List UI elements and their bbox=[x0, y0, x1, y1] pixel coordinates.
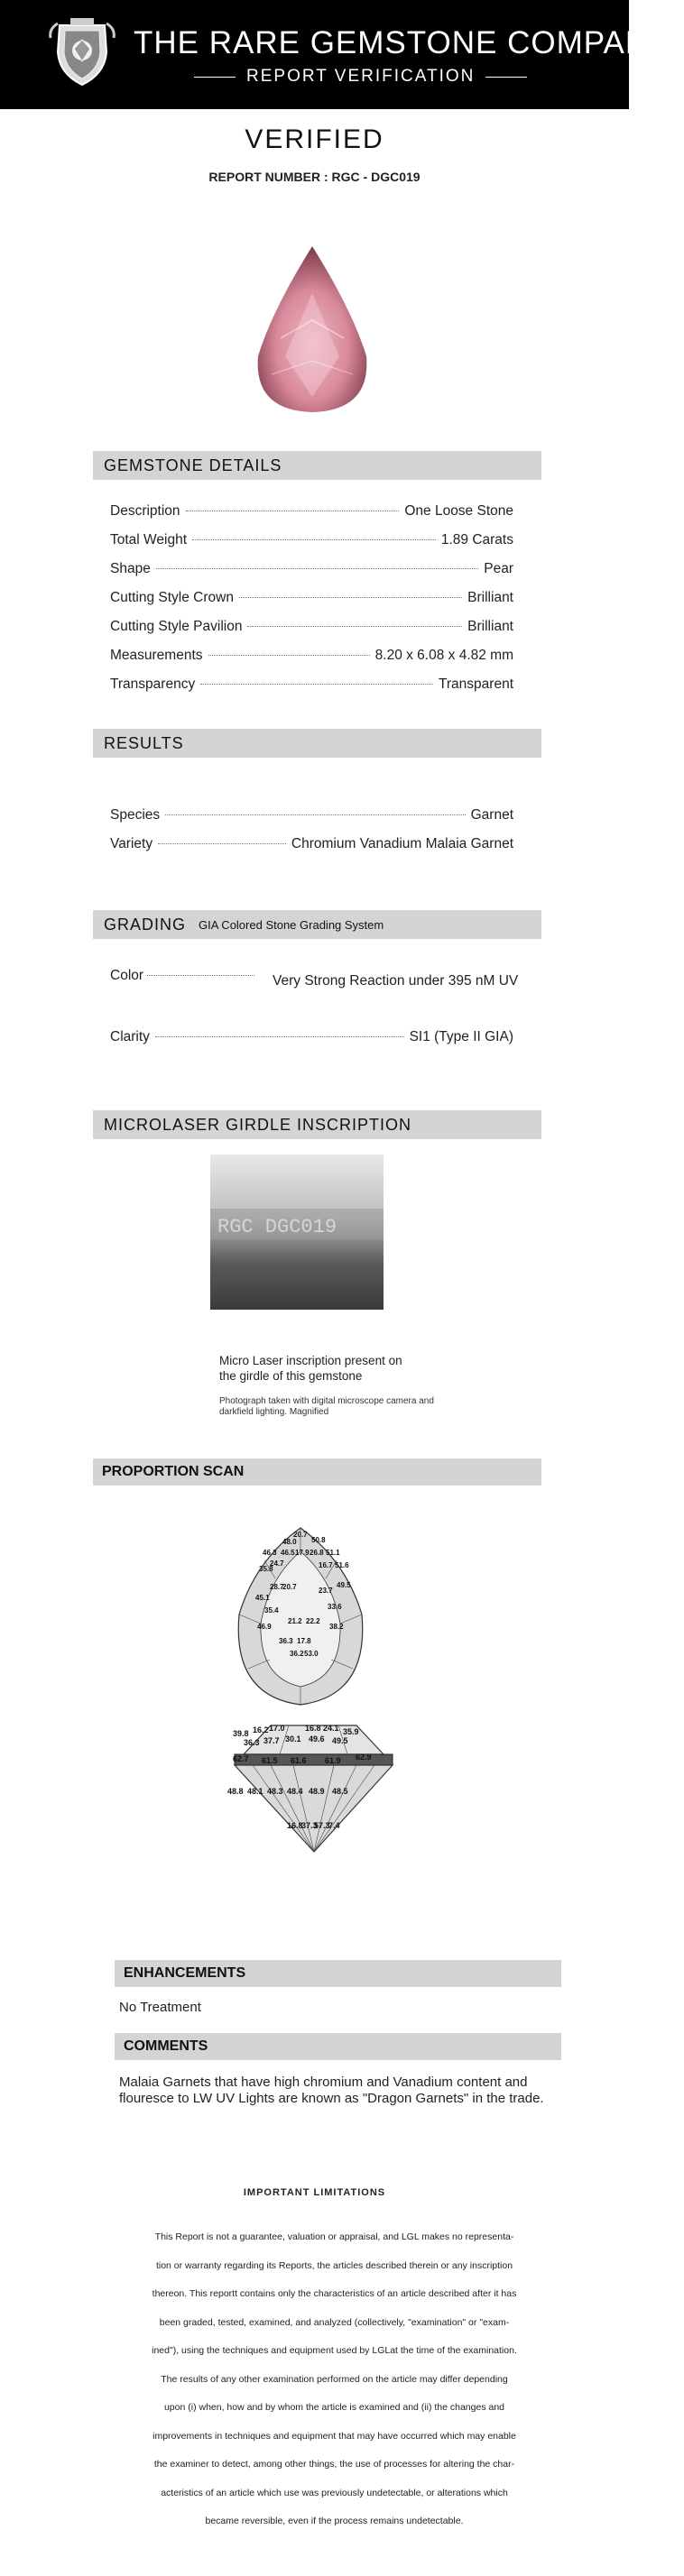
top-view-label: 45.1 bbox=[255, 1594, 270, 1602]
side-view-label: 48.4 bbox=[287, 1787, 303, 1796]
side-view-label: 48.5 bbox=[332, 1787, 348, 1796]
detail-row bbox=[110, 503, 513, 523]
top-view-label: 16.7 bbox=[319, 1561, 333, 1569]
comments-heading: COMMENTS bbox=[115, 2033, 561, 2060]
detail-value: Brilliant bbox=[467, 619, 513, 634]
side-view-label: 49.6 bbox=[309, 1734, 325, 1743]
microlaser-caption: Micro Laser inscription present on the girdle of this gemstone bbox=[219, 1354, 402, 1383]
top-view-label: 46.9 bbox=[257, 1623, 272, 1631]
microlaser-heading: MICROLASER GIRDLE INSCRIPTION bbox=[93, 1110, 541, 1139]
top-view-label: 50.8 bbox=[311, 1536, 326, 1544]
microlaser-note: Photograph taken with digital microscope camera and darkfield lighting. Magnified bbox=[219, 1396, 434, 1417]
side-view-label: 17.0 bbox=[269, 1724, 285, 1733]
comments-text: Malaia Garnets that have high chromium and Vanadium content and flouresce to LW UV Lights are known as "Dragon Garnets" in the trade. bbox=[119, 2075, 544, 2106]
side-view-label: 57.3 bbox=[314, 1821, 330, 1830]
side-view-label: 30.1 bbox=[285, 1734, 301, 1743]
top-view-label: 46.5 bbox=[281, 1549, 295, 1557]
microlaser-photo bbox=[210, 1155, 384, 1310]
side-view-label: 37.3 bbox=[301, 1821, 318, 1830]
result-value: Chromium Vanadium Malaia Garnet bbox=[291, 836, 513, 851]
side-view-label: 39.8 bbox=[233, 1729, 249, 1738]
top-view-label: 48.0 bbox=[282, 1538, 297, 1546]
top-view-label: 51.6 bbox=[335, 1561, 349, 1569]
top-view-label: 22.2 bbox=[306, 1617, 320, 1625]
limitation-line: became reversible, even if the process remains undetectable. bbox=[205, 2516, 464, 2526]
top-view-label: 33.6 bbox=[328, 1603, 342, 1611]
side-view-label: 7.4 bbox=[328, 1821, 340, 1830]
detail-value: 8.20 x 6.08 x 4.82 mm bbox=[374, 648, 513, 663]
grading-heading: GRADING GIA Colored Stone Grading System bbox=[93, 910, 541, 939]
gemstone-details-heading: GEMSTONE DETAILS bbox=[93, 451, 541, 480]
side-view-label: 16.8 bbox=[287, 1821, 303, 1830]
side-view-label: 48.1 bbox=[247, 1787, 263, 1796]
detail-label: Total Weight bbox=[110, 532, 188, 547]
detail-row bbox=[110, 676, 513, 696]
detail-row bbox=[110, 590, 513, 610]
report-number: REPORT NUMBER : RGC - DGC019 bbox=[208, 170, 421, 184]
detail-value: Pear bbox=[484, 561, 513, 576]
side-view-label: 16.2 bbox=[253, 1725, 269, 1734]
results-heading: RESULTS bbox=[93, 729, 541, 758]
side-view-label: 37.7 bbox=[263, 1736, 280, 1745]
result-label: Variety bbox=[110, 836, 153, 851]
grading-system: GIA Colored Stone Grading System bbox=[199, 917, 384, 932]
limitation-line: the examiner to detect, among other things, the use of processes for altering the char- bbox=[153, 2459, 515, 2470]
side-view-label: 16.8 bbox=[305, 1724, 321, 1733]
limitation-line: improvements in techniques and equipment that may have occurred which may enable bbox=[153, 2430, 516, 2442]
side-view-label: 62.9 bbox=[356, 1753, 372, 1762]
color-label: Color bbox=[110, 968, 273, 984]
side-view-label: 49.5 bbox=[332, 1736, 348, 1745]
top-view-label: 20.7 bbox=[282, 1583, 297, 1591]
top-view-label: 36.3 bbox=[279, 1637, 293, 1645]
company-name: THE RARE GEMSTONE COMPANY ™ bbox=[134, 25, 684, 60]
clarity-row: Clarity SI1 (Type II GIA) bbox=[110, 1029, 513, 1044]
top-view-label: 35.4 bbox=[264, 1606, 279, 1615]
side-view-label: 62.7 bbox=[233, 1754, 249, 1763]
verified-status: VERIFIED bbox=[245, 124, 384, 154]
limitation-line: The results of any other examination performed on the article may differ depending bbox=[161, 2373, 508, 2385]
top-view-label: 23.7 bbox=[319, 1587, 333, 1595]
side-view-label: 48.8 bbox=[227, 1787, 244, 1796]
limitation-line: been graded, tested, examined, and analyzed (collectively, "examination" or "exam- bbox=[159, 2316, 510, 2328]
detail-label: Cutting Style Pavilion bbox=[110, 619, 243, 634]
top-view-label: 17.8 bbox=[297, 1637, 311, 1645]
proportion-heading: PROPORTION SCAN bbox=[93, 1458, 541, 1486]
top-view-label: 24.7 bbox=[270, 1559, 284, 1568]
detail-value: Brilliant bbox=[467, 590, 513, 605]
result-label: Species bbox=[110, 807, 161, 823]
detail-label: Cutting Style Crown bbox=[110, 590, 234, 605]
proportion-top-view bbox=[228, 1524, 373, 1709]
detail-row bbox=[110, 532, 513, 552]
top-view-label: 35.8 bbox=[259, 1565, 273, 1573]
detail-label: Measurements bbox=[110, 648, 203, 663]
side-view-label: 61.5 bbox=[262, 1756, 278, 1765]
detail-label: Description bbox=[110, 503, 180, 519]
detail-row bbox=[110, 648, 513, 667]
limitation-line: thereon. This reportt contains only the characteristics of an article described after it has bbox=[152, 2288, 517, 2299]
result-row bbox=[110, 836, 513, 856]
side-view-label: 48.9 bbox=[309, 1787, 325, 1796]
top-view-label: 49.5 bbox=[337, 1581, 351, 1589]
top-view-label: 28.7 bbox=[270, 1583, 284, 1591]
top-view-label: 21.2 bbox=[288, 1617, 302, 1625]
top-view-label: 17.9 bbox=[295, 1549, 310, 1557]
top-view-label: 36.2 bbox=[290, 1650, 304, 1658]
top-view-label: 20.7 bbox=[293, 1531, 308, 1539]
side-view-label: 61.9 bbox=[325, 1756, 341, 1765]
enhancements-heading: ENHANCEMENTS bbox=[115, 1960, 561, 1987]
gemstone-photo bbox=[245, 239, 380, 419]
detail-value: Transparent bbox=[439, 676, 513, 692]
detail-value: One Loose Stone bbox=[404, 503, 513, 519]
limitation-line: upon (i) when, how and by whom the article is examined and (ii) the changes and bbox=[163, 2402, 505, 2413]
detail-value: 1.89 Carats bbox=[440, 532, 513, 547]
result-row bbox=[110, 807, 513, 827]
detail-label: Shape bbox=[110, 561, 151, 576]
side-view-label: 35.9 bbox=[343, 1727, 359, 1736]
top-view-label: 46.3 bbox=[263, 1549, 277, 1557]
limitations-text bbox=[106, 2223, 562, 2536]
header-banner bbox=[0, 0, 684, 109]
top-view-label: 51.1 bbox=[326, 1549, 340, 1557]
top-view-label: 26.8 bbox=[310, 1549, 324, 1557]
detail-row bbox=[110, 619, 513, 639]
top-view-label: 38.2 bbox=[329, 1623, 344, 1631]
side-view-label: 36.3 bbox=[244, 1738, 260, 1747]
limitation-line: acteristics of an article which use was previously undetectable, or alterations which bbox=[161, 2487, 508, 2498]
proportion-side-view bbox=[226, 1718, 402, 1858]
limitation-line: tion or warranty regarding its Reports, the articles described therein or any inscription bbox=[155, 2259, 513, 2271]
limitation-line: ined"), using the techniques and equipment used by LGLat the time of the examination. bbox=[152, 2345, 517, 2356]
crest-icon bbox=[47, 16, 117, 88]
side-view-label: 61.6 bbox=[291, 1756, 307, 1765]
limitations-heading: IMPORTANT LIMITATIONS bbox=[243, 2187, 386, 2198]
report-verification-subtitle: REPORT VERIFICATION bbox=[194, 67, 527, 87]
detail-row bbox=[110, 561, 513, 581]
limitation-line: This Report is not a guarantee, valuation or appraisal, and LGL makes no representa- bbox=[154, 2231, 514, 2242]
top-view-label: 53.0 bbox=[304, 1650, 319, 1658]
side-view-label: 24.1 bbox=[323, 1724, 339, 1733]
result-value: Garnet bbox=[470, 807, 513, 823]
enhancements-value: No Treatment bbox=[119, 2000, 201, 2015]
detail-label: Transparency bbox=[110, 676, 196, 692]
color-value: Very Strong Reaction under 395 nM UV bbox=[273, 973, 519, 989]
inscription-text: RGC DGC019 bbox=[217, 1216, 337, 1238]
side-view-label: 48.3 bbox=[267, 1787, 283, 1796]
